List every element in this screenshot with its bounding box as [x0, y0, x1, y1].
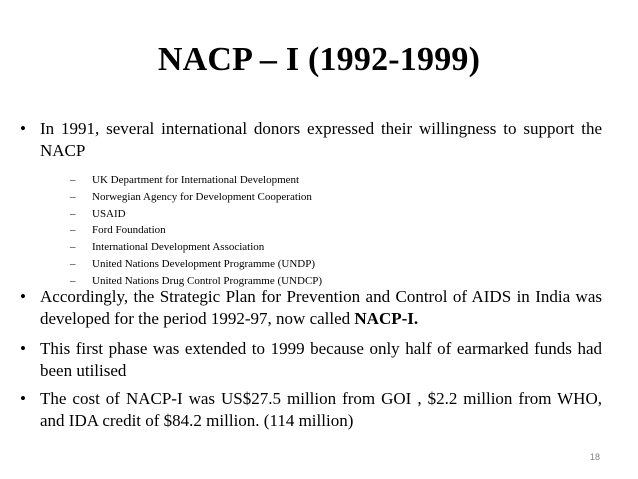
donor-item: – International Development Association: [70, 241, 265, 254]
donor-item: – USAID: [70, 207, 126, 220]
bullet-marker: •: [20, 339, 26, 358]
donor-item: – United Nations Drug Control Programme (UNDCP): [70, 274, 323, 287]
point3-text: This first phase was extended to 1999 because only half of earmarked funds had been utilised: [40, 339, 602, 380]
point4-text: The cost of NACP-I was US$27.5 million from GOI , $2.2 million from WHO, and IDA credit of $84.2 million. (114 million): [40, 389, 602, 430]
donor-item: – Ford Foundation: [70, 224, 166, 237]
donor-list: [70, 172, 570, 290]
donor-item: – United Nations Development Programme (UNDP): [70, 257, 316, 270]
bullet-strategic-plan: [20, 286, 602, 330]
donor-item: – Norwegian Agency for Development Cooperation: [70, 190, 312, 203]
bullet-intro: [20, 118, 602, 162]
bullet-marker: •: [20, 389, 26, 408]
page-number: 18: [589, 452, 600, 462]
bullet-extension: [20, 338, 602, 382]
bullet-marker: •: [20, 287, 26, 306]
bullet-marker: •: [20, 119, 26, 138]
bullet-cost: [20, 388, 602, 432]
point2-text: Accordingly, the Strategic Plan for Prevention and Control of AIDS in India was developed for the period 1992-97, now called: [40, 287, 602, 328]
intro-text: In 1991, several international donors expressed their willingness to support the NACP: [40, 119, 602, 160]
donor-item: – UK Department for International Development: [70, 174, 300, 186]
point2-bold: NACP-I.: [354, 309, 419, 328]
slide-title: NACP – I (1992-1999): [157, 41, 481, 78]
